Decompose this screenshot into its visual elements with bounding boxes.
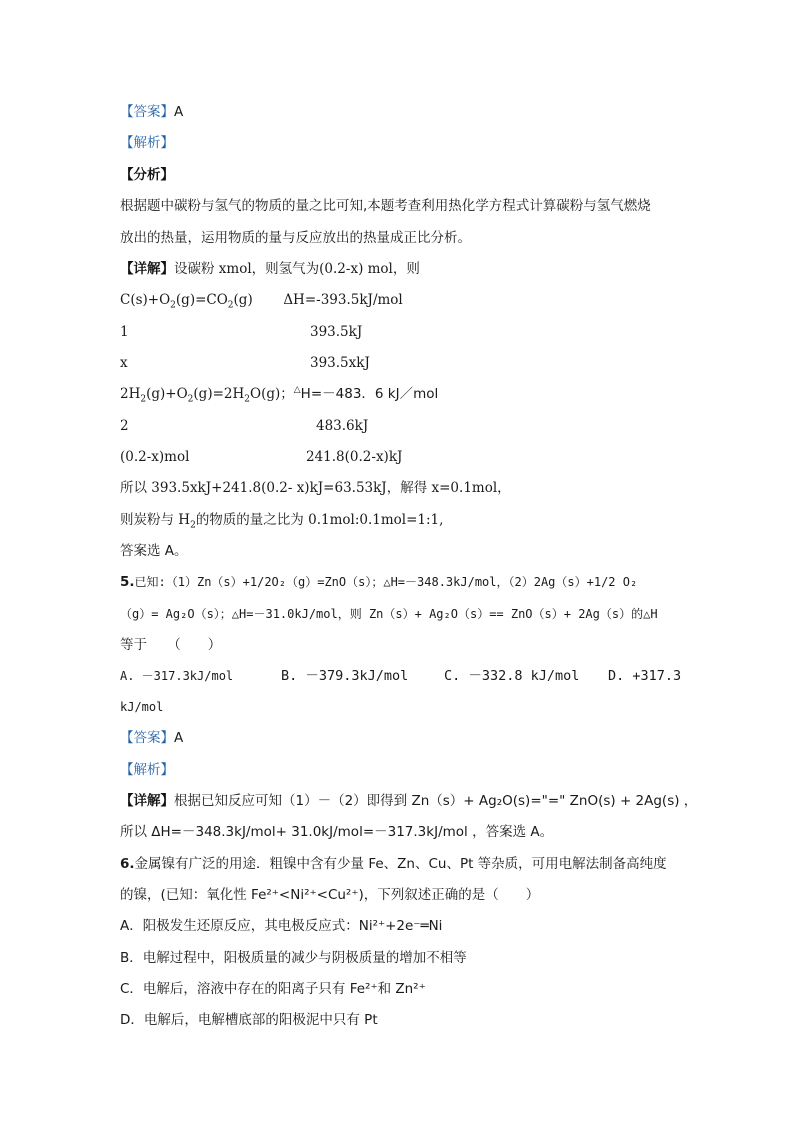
q6-number: 6. — [120, 856, 135, 872]
answer-value: A — [174, 730, 184, 746]
q6-stem-1: 金属镍有广泛的用途．粗镍中含有少量 Fe、Zn、Cu、Pt 等杂质，可用电解法制备高纯度 — [134, 856, 667, 872]
row-3-left: 2 — [120, 418, 129, 434]
answer-value: A — [174, 104, 184, 120]
analysis-tag: 【解析】 — [120, 762, 174, 778]
row-3-right: 483.6kJ — [316, 418, 369, 434]
q6-line1 — [120, 855, 667, 873]
equation-2-formula: $2H_2(g)+O_2(g)=2H_2O(g)$； — [120, 386, 294, 405]
q4-detail-line — [120, 260, 420, 278]
equation-1-formula: $C(s)+O_2(g)=CO_2(g)$ — [120, 292, 253, 311]
q6-option-b: B．电解过程中，阳极质量的减少与阴极质量的增加不相等 — [120, 950, 467, 966]
q5-answer-line — [120, 729, 183, 747]
q4-ratio-line: 则炭粉与 $H_2$的物质的量之比为 0.1mol:0.1mol=1:1, — [120, 512, 444, 531]
q4-choose-line: 答案选 A。 — [120, 543, 188, 559]
q6-option-c: C．电解后，溶液中存在的阳离子只有 Fe²⁺和 Zn²⁺ — [120, 981, 426, 997]
q6-option-a: A．阳极发生还原反应，其电极反应式：Ni²⁺+2e⁻═Ni — [120, 918, 443, 934]
answer-tag: 【答案】 — [120, 730, 174, 746]
row-2-left: x — [120, 355, 128, 371]
row-4-left: (0.2-x)mol — [120, 449, 190, 465]
fenxi-tag: 【分析】 — [120, 167, 174, 183]
row-1-right: 393.5kJ — [310, 324, 363, 340]
q5-detail-line2: 所以 ΔH=－348.3kJ/mol+ 31.0kJ/mol=－317.3kJ/mol ，答案选 A。 — [120, 824, 554, 840]
row-4-right: 241.8(0.2-x)kJ — [306, 449, 403, 465]
row-1-left: 1 — [120, 324, 129, 340]
equation-1 — [120, 291, 403, 315]
q6-option-d: D．电解后，电解槽底部的阳极泥中只有 Pt — [120, 1012, 378, 1028]
equation-2 — [120, 385, 438, 409]
detail-text: 根据已知反应可知（1）－（2）即得到 Zn（s）+ Ag₂O(s)="=" ZnO(s) + 2Ag(s) ， — [174, 793, 698, 809]
answer-tag: 【答案】 — [120, 104, 174, 120]
equation-1-dh: ΔH=-393.5kJ/mol — [283, 292, 403, 308]
q5-detail-line1 — [120, 792, 697, 810]
q5-option-c: C. －332.8 kJ/mol — [444, 668, 580, 684]
detail-tag: 【详解】 — [120, 793, 174, 809]
q5-option-a: A. －317.3kJ/mol — [120, 669, 234, 683]
detail-text: 设碳粉 xmol，则氢气为(0.2-x) mol，则 — [174, 261, 420, 277]
q4-answer-line — [120, 103, 183, 121]
q4-analysis-tag — [120, 134, 174, 152]
q4-fenxi-line2: 放出的热量，运用物质的量与反应放出的热量成正比分析。 — [120, 230, 471, 246]
analysis-tag: 【解析】 — [120, 135, 174, 151]
q4-so-line: 所以 393.5xkJ+241.8(0.2- x)kJ=63.53kJ，解得 x=0.1mol， — [120, 480, 511, 496]
q5-line2: （g）= Ag₂O（s）；△H=－31.0kJ/mol，则 Zn（s）+ Ag₂O（s）== ZnO（s）+ 2Ag（s）的△H — [120, 607, 658, 621]
detail-tag: 【详解】 — [120, 261, 174, 277]
q5-stem-1: 已知:（1）Zn（s）+1/2O₂（g）=ZnO（s）；△H=－348.3kJ/mol，（2）2Ag（s）+1/2 O₂ — [134, 575, 638, 589]
q5-option-d-cont: kJ/mol — [120, 700, 164, 714]
q4-fenxi-tag — [120, 166, 174, 184]
q5-line1 — [120, 573, 637, 591]
equation-2-dh: H=－483．6 kJ／mol — [300, 386, 439, 402]
q5-analysis-tag — [120, 761, 174, 779]
q4-fenxi-line1: 根据题中碳粉与氢气的物质的量之比可知,本题考查利用热化学方程式计算碳粉与氢气燃烧 — [120, 198, 651, 214]
q5-option-d: D. +317.3 — [608, 668, 682, 684]
delta-icon: △ — [293, 385, 301, 395]
q5-number: 5. — [120, 574, 135, 590]
q6-line2: 的镍，(已知：氧化性 Fe²⁺<Ni²⁺<Cu²⁺)，下列叙述正确的是（ ） — [120, 887, 540, 903]
q5-line3: 等于 （ ） — [120, 637, 222, 653]
q5-option-b: B. －379.3kJ/mol — [281, 668, 409, 684]
row-2-right: 393.5xkJ — [310, 355, 370, 371]
